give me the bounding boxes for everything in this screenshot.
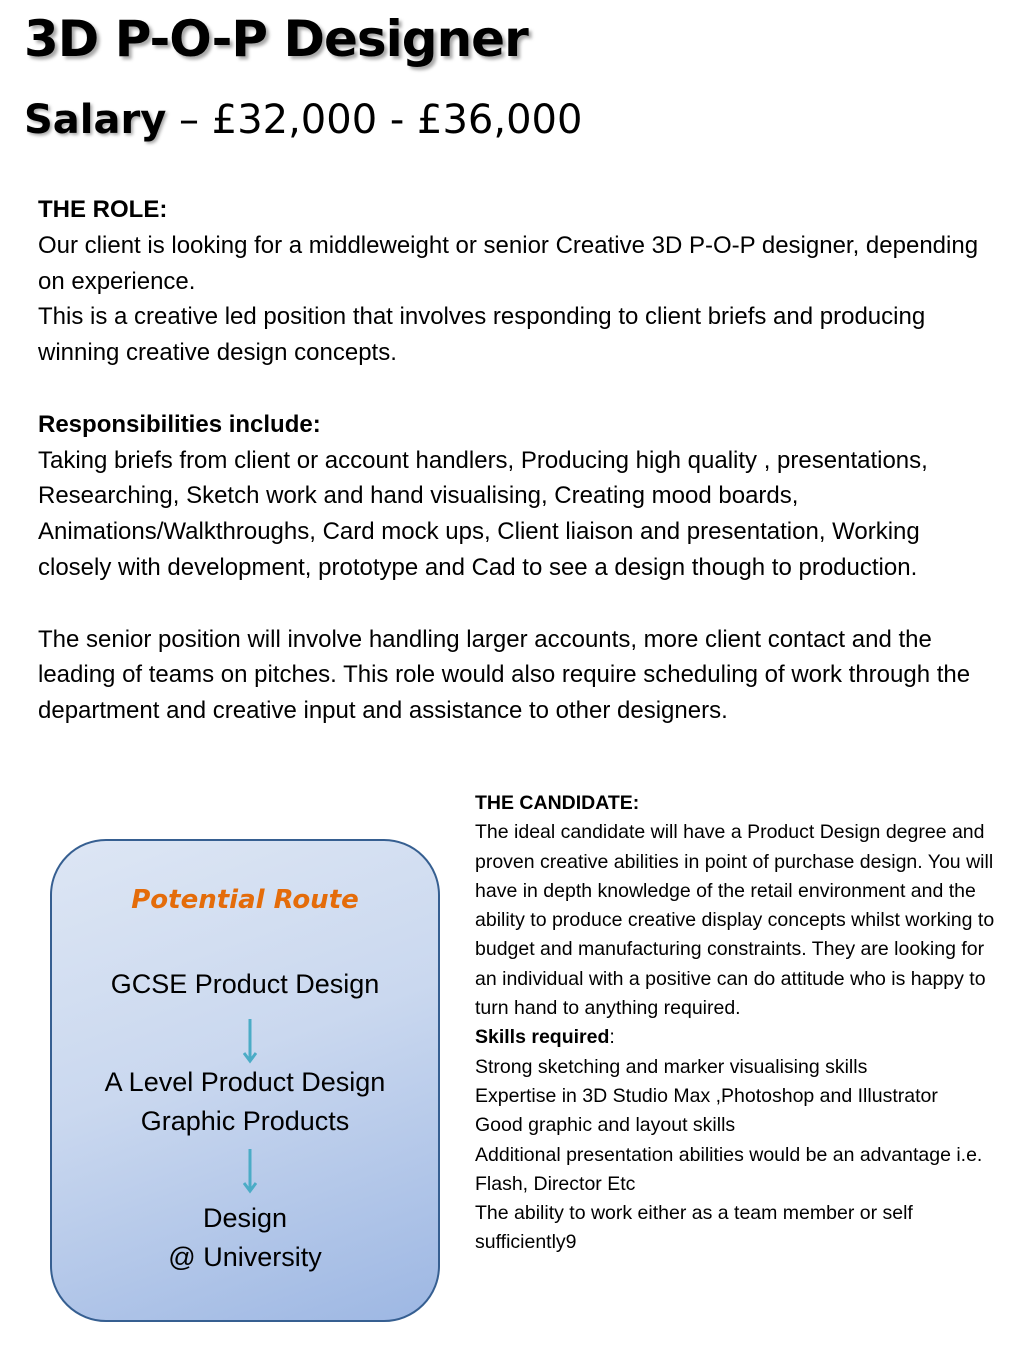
skills-heading-colon: : [609, 1026, 615, 1049]
spacer [38, 371, 998, 407]
role-paragraph-1: Our client is looking for a middleweight or senior Creative 3D P-O-P designer, depending on experience. [38, 231, 979, 295]
candidate-heading: THE CANDIDATE: [475, 792, 640, 814]
salary-value: – £32,000 - £36,000 [179, 97, 583, 143]
down-arrow-icon [243, 1019, 257, 1065]
skill-item: The ability to work either as a team member or self sufficiently9 [475, 1202, 913, 1254]
skill-item: Additional presentation abilities would be an advantage i.e. Flash, Director Etc [475, 1143, 983, 1195]
role-description [38, 192, 998, 729]
role-paragraph-2: This is a creative led position that involves responding to client briefs and producing winning creative design concepts. [38, 303, 926, 367]
route-title: Potential Route [131, 885, 359, 915]
skills-heading-line [475, 1023, 995, 1052]
skill-item: Good graphic and layout skills [475, 1114, 736, 1137]
candidate-section [475, 789, 995, 1258]
role-heading: THE ROLE: [38, 196, 168, 223]
skill-item: Expertise in 3D Studio Max ,Photoshop and Illustrator [475, 1084, 938, 1107]
route-step-university [52, 1199, 438, 1276]
responsibilities-heading: Responsibilities include: [38, 410, 321, 438]
route-step-a-level-line-1: A Level Product Design [104, 1067, 386, 1097]
route-step-university-line-1: Design [202, 1203, 288, 1233]
route-step-a-level-line-2: Graphic Products [140, 1105, 350, 1136]
skills-heading: Skills required [475, 1026, 610, 1049]
skill-item: Strong sketching and marker visualising skills [475, 1055, 868, 1078]
route-step-a-level [52, 1063, 438, 1140]
salary-label: Salary [24, 97, 167, 143]
route-step-gcse: GCSE Product Design [110, 969, 380, 999]
salary-line [24, 96, 582, 144]
spacer [38, 586, 998, 622]
candidate-text: The ideal candidate will have a Product Design degree and proven creative abilities in point of purchase design. You will have in depth knowledge of the retail environment and the ability to produce creative display concepts whilst working to budget and manufacturing constraints. They are looking for an individual with a positive can do attitude who is happy to turn hand to anything required. [475, 821, 995, 1020]
senior-position-text: The senior position will involve handling larger accounts, more client contact and the leading of teams on pitches. This role would also require scheduling of work through the department and creative input and assistance to other designers. [38, 625, 971, 725]
page-title: 3D P-O-P Designer [24, 10, 528, 68]
down-arrow-icon [243, 1149, 257, 1195]
responsibilities-text: Taking briefs from client or account handlers, Producing high quality , presentations, Researching, Sketch work and hand visualising, Creating mood boards, Animations/Walkthroughs, Card mock ups, Client liaison and presentation, Working closely with development, prototype and Cad to see a design though to production. [38, 446, 928, 581]
route-step-university-line-2: @ University [168, 1241, 322, 1272]
potential-route-box [50, 839, 440, 1322]
